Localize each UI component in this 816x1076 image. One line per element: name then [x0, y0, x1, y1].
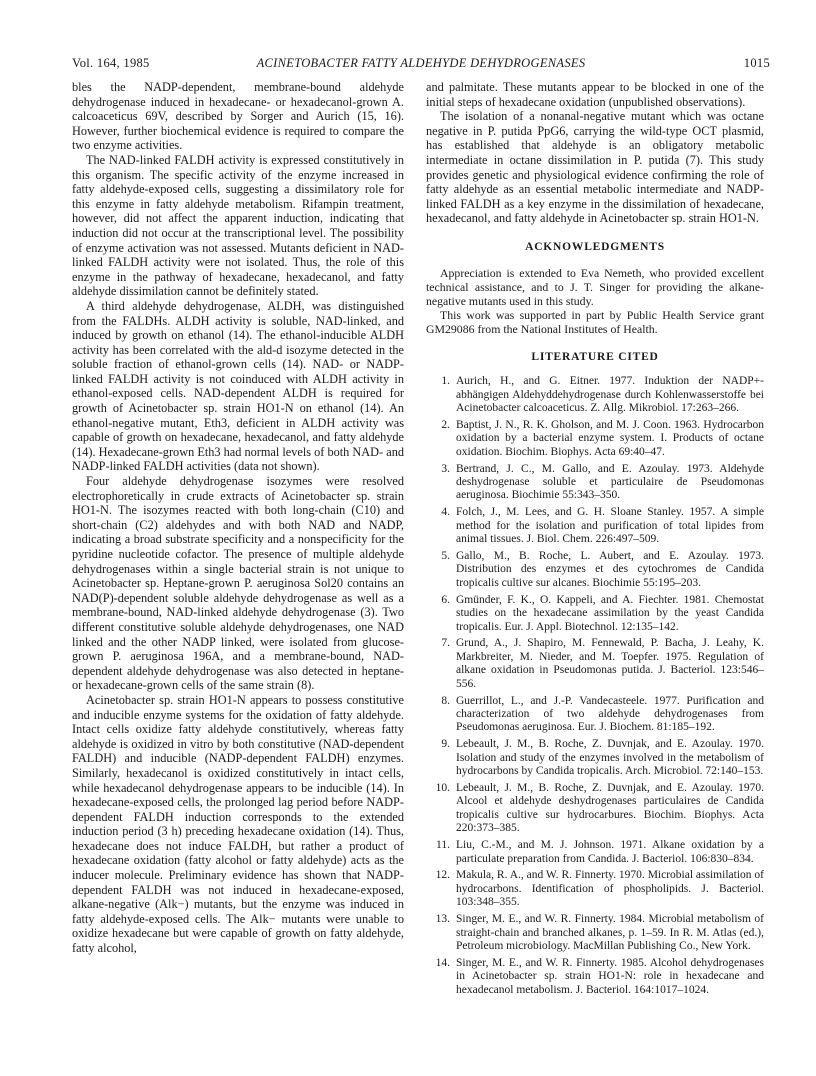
volume-label: Vol. 164, 1985	[72, 56, 150, 70]
body-paragraph: Four aldehyde dehydrogenase isozymes were resolved electrophoretically in crude extracts of Acinetobacter sp. strain HO1-N. The isozymes reacted with both long-chain (C10) and short-chain (C2) aldehydes and with both NAD and NADP, indicating a broad substrate specificity and a nonspecificity for the pyridine nucleotide cofactor. The presence of multiple aldehyde dehydrogenases within a single bacterial strain is not unique to Acinetobacter sp. Heptane-grown P. aeruginosa Sol20 contains an NAD(P)-dependent soluble aldehyde dehydrogenase as well as a membrane-bound, NAD-linked aldehyde dehydrogenase (3). Two different constitutive soluble aldehyde dehydrogenases, one NAD linked and the other NADP linked, were isolated from glucose-grown P. aeruginosa 196A, and a membrane-bound, NAD-dependent aldehyde dehydrogenase was also detected in heptane- or hexadecane-grown cells of the same strain (8).	[72, 474, 404, 693]
acknowledgment-paragraph: Appreciation is extended to Eva Nemeth, who provided excellent technical assistance, and to J. T. Singer for providing the alkane-negative mutants used in this study.	[426, 265, 764, 308]
reference-item	[426, 957, 764, 997]
reference-number: 5.	[441, 550, 450, 562]
reference-item	[426, 839, 764, 866]
references-heading: LITERATURE CITED	[531, 350, 659, 363]
reference-number: 4.	[441, 506, 450, 519]
reference-number: 12.	[435, 869, 450, 882]
reference-item	[426, 913, 764, 953]
reference-number: 9.	[441, 738, 450, 751]
body-paragraph: Acinetobacter sp. strain HO1-N appears to possess constitutive and inducible enzyme systems for the oxidation of fatty aldehyde. Intact cells oxidize fatty aldehyde constitutively, whereas fatty aldehyde is oxidized in vitro by both constitutive (NAD-dependent FALDH) and inducible (NADP-dependent FALDH) enzymes. Similarly, hexadecanol is oxidized constitutively in intact cells, while hexadecanol dehydrogenase appears to be inducible (14). In hexadecane-exposed cells, the prolonged lag period before NADP-dependent FALDH induction corresponds to the extended induction period (3 h) preceding hexadecane oxidation (14). Thus, hexadecane does not induce FALDH, but rather a product of hexadecane oxidation (fatty alcohol or fatty aldehyde) acts as the inducer molecule. Preliminary evidence has shown that NADP-dependent FALDH was not induced in hexadecane-exposed, alkane-negative (Alk−) mutants, but the enzyme was induced in fatty aldehyde-exposed cells. The Alk− mutants were unable to oxidize hexadecane but were capable of growth on fatty aldehyde, fatty alcohol,	[72, 692, 404, 956]
reference-item	[426, 550, 764, 590]
body-paragraph: The isolation of a nonanal-negative mutant which was octane negative in P. putida PpG6, carrying the wild-type OCT plasmid, has established that aldehyde is an obligatory metabolic intermediate in octane dissimilation in P. putida (7). This study provides genetic and physiological evidence confirming the role of fatty aldehyde as an essential metabolic intermediate and NADP-linked FALDH as a key enzyme in the dissimilation of hexadecane, hexadecanol, and fatty aldehyde in Acinetobacter sp. strain HO1-N.	[426, 109, 764, 226]
reference-number: 13.	[435, 913, 450, 926]
reference-number: 7.	[441, 637, 450, 650]
reference-list	[426, 375, 764, 997]
page-number: 1015	[743, 56, 770, 70]
reference-number: 3.	[441, 462, 450, 475]
reference-item	[426, 506, 764, 546]
reference-text: Bertrand, J. C., M. Gallo, and E. Azoulay. 1973. Aldehyde deshydrogenase soluble et particulaire de Pseudomonas aeruginosa. Biochimie 55:343–350.	[456, 462, 764, 502]
reference-item	[426, 637, 764, 691]
acknowledgments-heading: ACKNOWLEDGMENTS	[525, 240, 665, 253]
reference-text: Lebeault, J. M., B. Roche, Z. Duvnjak, and E. Azoulay. 1970. Alcool et aldehyde deshydrogenases particulaires de Candida tropicalis cultive sur hydrocarbures. Biochim. Biophys. Acta 220:373–385.	[456, 782, 764, 835]
body-paragraph: The NAD-linked FALDH activity is expressed constitutively in this organism. The specific activity of the enzyme increased in fatty aldehyde-exposed cells, suggesting a dissimilatory role for this enzyme in fatty aldehyde metabolism. Rifampin treatment, however, did not affect the apparent induction, indicating that induction did not occur at the transcriptional level. The possibility of enzyme activation was not assessed. Mutants deficient in NAD-linked FALDH activity were not isolated. Thus, the role of this enzyme in the pathway of hexadecane, hexadecanol, and fatty aldehyde dissimilation cannot be definitely stated.	[72, 152, 404, 299]
body-paragraph: A third aldehyde dehydrogenase, ALDH, was distinguished from the FALDHs. ALDH activity is soluble, NAD-linked, and induced by growth on ethanol (14). The ethanol-inducible ALDH activity has been correlated with the ald-d isozyme detected in the soluble fraction of ethanol-grown cells (14). NAD- or NADP-linked FALDH activity is not coinduced with ALDH activity in ethanol-exposed cells. NAD-dependent ALDH is required for growth of Acinetobacter sp. strain HO1-N on ethanol (14). An ethanol-negative mutant, Eth3, deficient in ALDH activity was capable of growth on hexadecane, hexadecanol, and fatty aldehyde (14). Hexadecane-grown Eth3 had normal levels of both NAD- and NADP-linked FALDH activities (data not shown).	[72, 298, 404, 474]
reference-item	[426, 594, 764, 634]
reference-item	[426, 738, 764, 778]
running-title: ACINETOBACTER FATTY ALDEHYDE DEHYDROGENASES	[256, 56, 586, 70]
reference-text: Singer, M. E., and W. R. Finnerty. 1984. Microbial metabolism of straight-chain and branched alkanes, p. 1–59. In R. M. Atlas (ed.), Petroleum microbiology. MacMillan Publishing Co., New York.	[456, 913, 764, 952]
reference-number: 10.	[435, 782, 450, 794]
reference-text: Gmünder, F. K., O. Kappeli, and A. Fiechter. 1981. Chemostat studies on the hexadecane assimilation by the yeast Candida tropicalis. Eur. J. Appl. Biotechnol. 12:135–142.	[456, 593, 764, 633]
reference-number: 6.	[441, 593, 450, 606]
reference-item	[426, 463, 764, 503]
reference-number: 14.	[435, 956, 450, 969]
reference-number: 1.	[441, 375, 450, 388]
body-paragraph: bles the NADP-dependent, membrane-bound aldehyde dehydrogenase induced in hexadecane- or hexadecanol-grown A. calcoaceticus 69V, described by Sorger and Aurich (15, 16). However, further biochemical evidence is required to compare the two enzyme activities.	[72, 80, 404, 153]
reference-number: 11.	[436, 839, 450, 852]
reference-number: 2.	[441, 418, 450, 431]
reference-text: Aurich, H., and G. Eitner. 1977. Induktion der NADP+-abhängigen Aldehyddehydrogenase durch Kohlenwasserstoffe bei Acinetobacter calcoaceticus. Z. Allg. Mikrobiol. 17:263–266.	[456, 375, 764, 414]
reference-text: Singer, M. E., and W. R. Finnerty. 1985. Alcohol dehydrogenases in Acinetobacter sp. strain HO1-N: role in hexadecane and hexadecanol metabolism. J. Bacteriol. 164:1017–1024.	[456, 956, 764, 996]
reference-text: Baptist, J. N., R. K. Gholson, and M. J. Coon. 1963. Hydrocarbon oxidation by a bacterial enzyme system. I. Products of octane oxidation. Biochim. Biophys. Acta 69:40–47.	[456, 418, 764, 458]
reference-item	[426, 869, 764, 909]
reference-text: Gallo, M., B. Roche, L. Aubert, and E. Azoulay. 1973. Distribution des enzymes et des cytochromes de Candida tropicalis cultive sur alcanes. Biochimie 55:195–203.	[456, 550, 764, 589]
reference-item	[426, 375, 764, 415]
left-column	[72, 80, 404, 956]
running-header	[72, 56, 770, 72]
reference-text: Lebeault, J. M., B. Roche, Z. Duvnjak, and E. Azoulay. 1970. Isolation and study of the enzymes involved in the metabolism of hydrocarbons by Candida tropicalis. Arch. Microbiol. 72:140–153.	[456, 738, 764, 778]
reference-text: Folch, J., M. Lees, and G. H. Sloane Stanley. 1957. A simple method for the isolation and purification of total lipides from animal tissues. J. Biol. Chem. 226:497–509.	[456, 506, 764, 546]
right-column	[426, 80, 764, 1001]
reference-number: 8.	[441, 694, 450, 707]
acknowledgment-paragraph: This work was supported in part by Public Health Service grant GM29086 from the National Institutes of Health.	[426, 307, 764, 336]
reference-text: Grund, A., J. Shapiro, M. Fennewald, P. Bacha, J. Leahy, K. Markbreiter, M. Nieder, and M. Toepfer. 1975. Regulation of alkane oxidation in Pseudomonas putida. J. Bacteriol. 123:546–556.	[456, 637, 764, 690]
reference-item	[426, 782, 764, 836]
reference-text: Makula, R. A., and W. R. Finnerty. 1970. Microbial assimilation of hydrocarbons. Identification of phospholipids. J. Bacteriol. 103:348–355.	[456, 869, 764, 909]
reference-text: Liu, C.-M., and M. J. Johnson. 1971. Alkane oxidation by a particulate preparation from Candida. J. Bacteriol. 106:830–834.	[456, 839, 764, 865]
body-paragraph: and palmitate. These mutants appear to be blocked in one of the initial steps of hexadecane oxidation (unpublished observations).	[426, 80, 764, 109]
reference-item	[426, 695, 764, 735]
reference-item	[426, 419, 764, 459]
reference-text: Guerrillot, L., and J.-P. Vandecasteele. 1977. Purification and characterization of two aldehyde dehydrogenases from Pseudomonas aeruginosa. Eur. J. Biochem. 81:185–192.	[456, 694, 764, 734]
